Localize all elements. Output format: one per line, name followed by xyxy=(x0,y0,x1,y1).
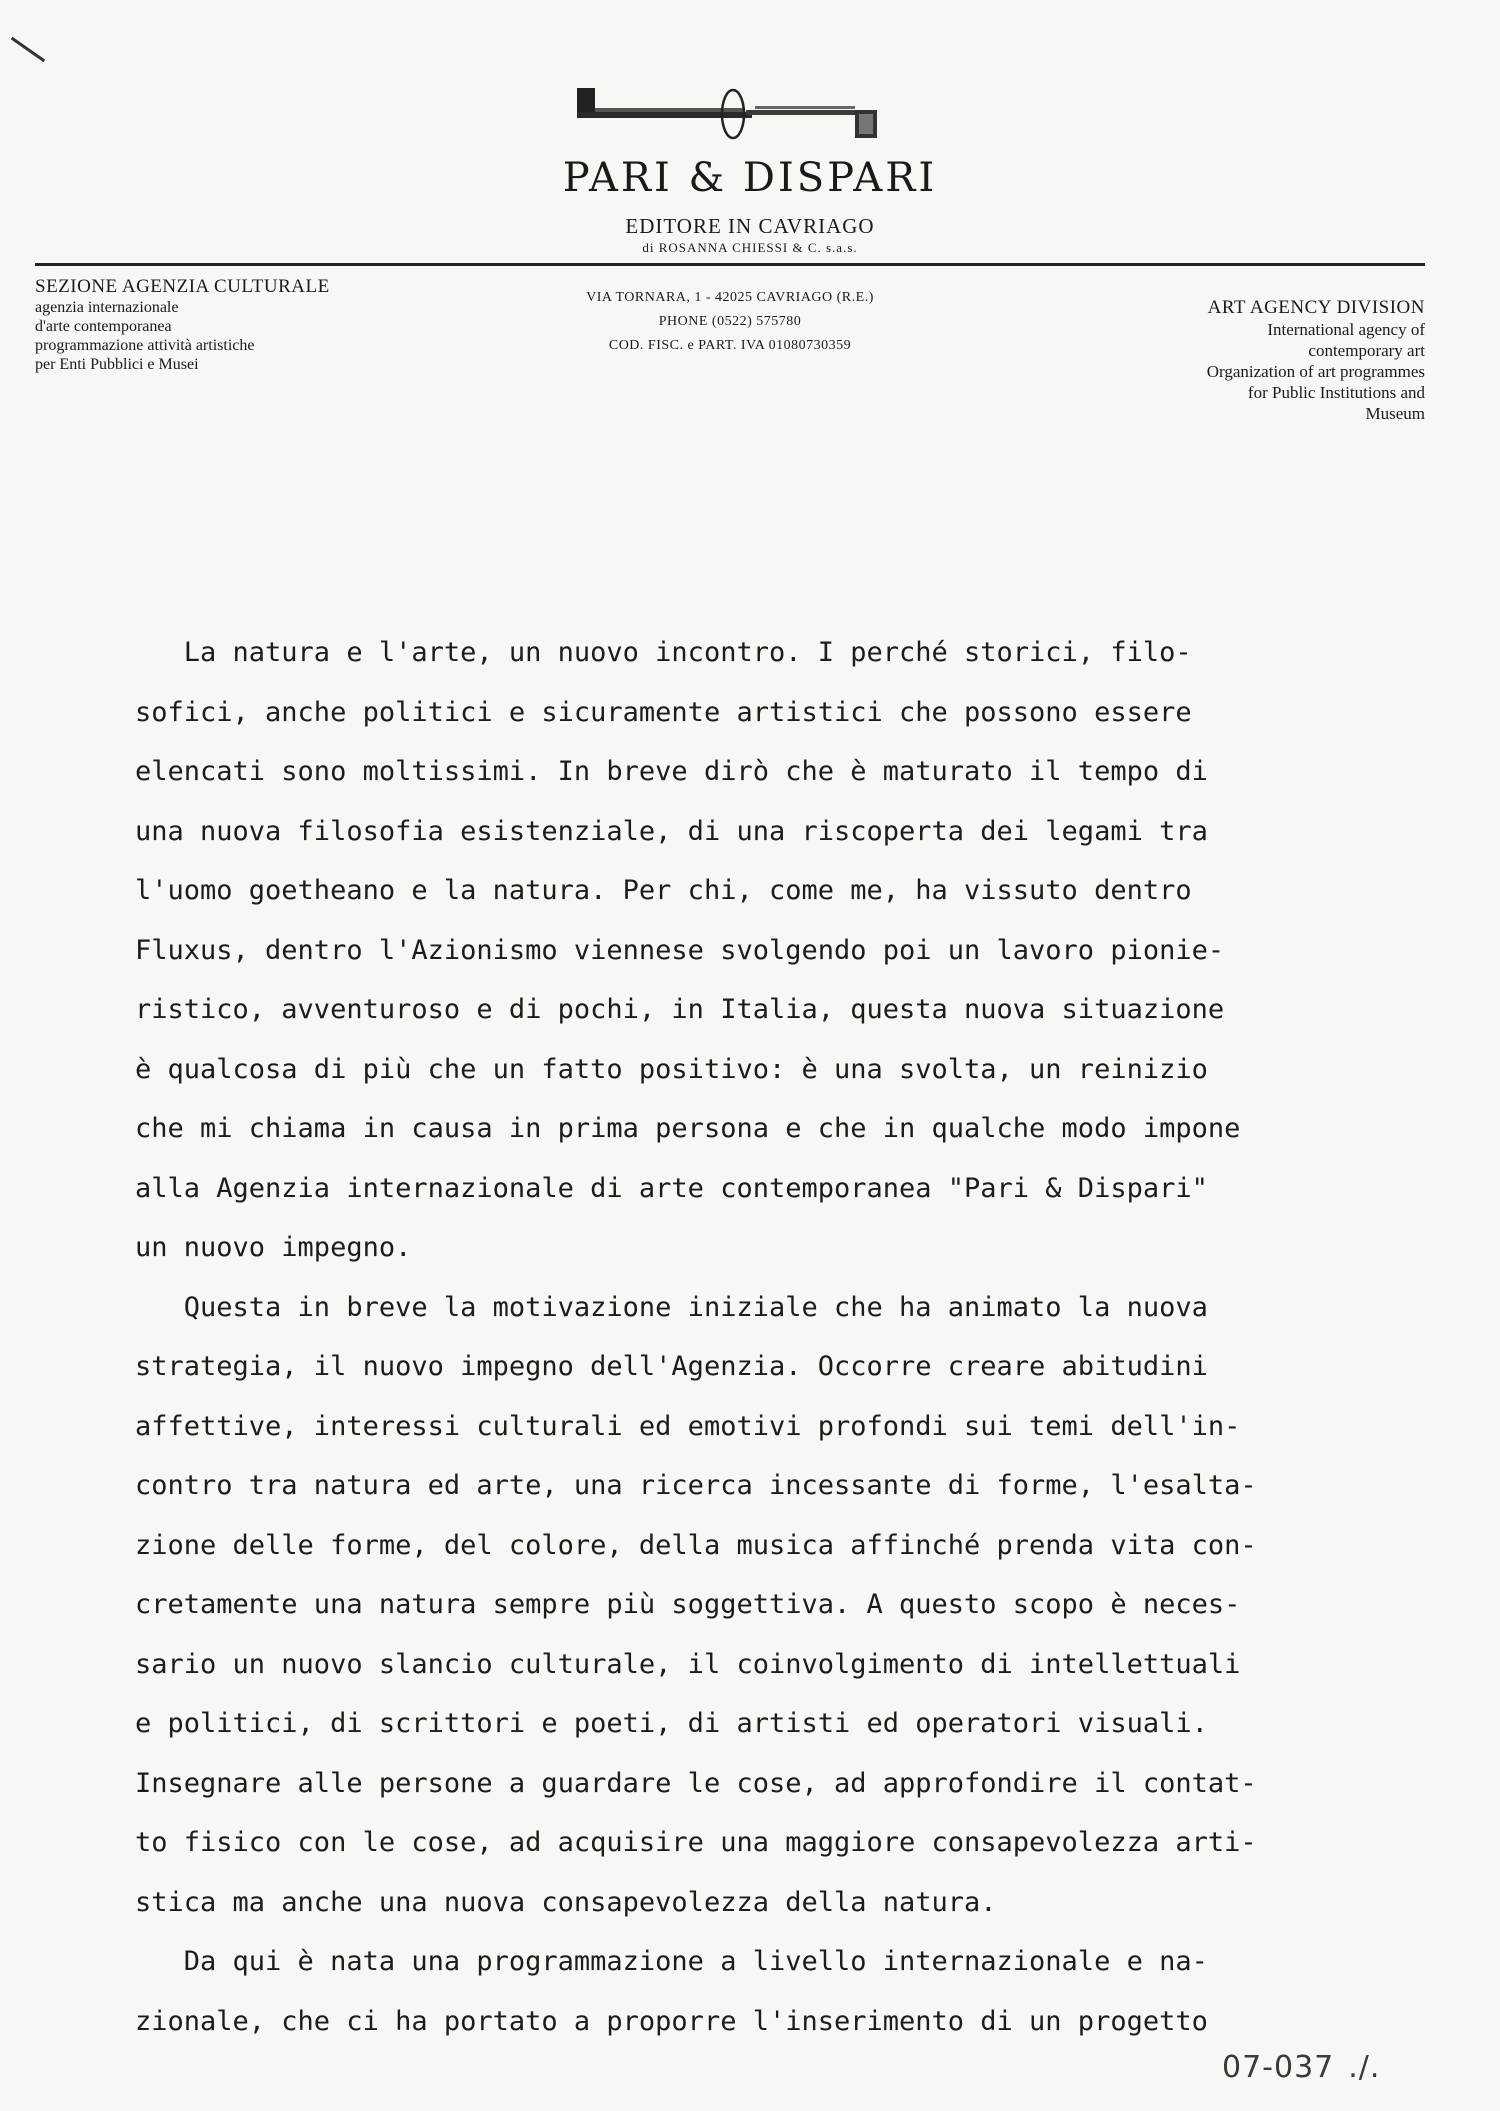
address-phone: PHONE (0522) 575780 xyxy=(658,314,802,329)
body-line: e politici, di scrittori e poeti, di artisti ed operatori visuali. xyxy=(135,1708,1208,1739)
brand-owner: di ROSANNA CHIESSI & C. s.a.s. xyxy=(642,240,858,255)
body-line: cretamente una natura sempre più soggettiva. A questo scopo è neces- xyxy=(135,1589,1241,1620)
body-line: un nuovo impegno. xyxy=(135,1232,412,1263)
body-line: La natura e l'arte, un nuovo incontro. I perché storici, filo- xyxy=(135,637,1192,668)
archive-number: 07-037 xyxy=(1222,2050,1335,2085)
italian-division-line: per Enti Pubblici e Musei xyxy=(35,356,199,373)
body-line: contro tra natura ed arte, una ricerca incessante di forme, l'esalta- xyxy=(135,1470,1257,1501)
body-line: to fisico con le cose, ad acquisire una maggiore consapevolezza arti- xyxy=(135,1827,1257,1858)
body-line: sofici, anche politici e sicuramente artistici che possono essere xyxy=(135,696,1192,728)
archive-annotation xyxy=(1222,2050,1380,2085)
body-line: l'uomo goetheano e la natura. Per chi, come me, ha vissuto dentro xyxy=(135,875,1192,906)
body-line: è qualcosa di più che un fatto positivo: è una svolta, un reinizio xyxy=(135,1053,1208,1085)
italian-division-block xyxy=(35,277,435,374)
body-line: Fluxus, dentro l'Azionismo viennese svolgendo poi un lavoro pionie- xyxy=(135,934,1225,966)
english-division-title: ART AGENCY DIVISION xyxy=(1207,297,1425,318)
body-line: elencati sono moltissimi. In breve dirò che è maturato il tempo di xyxy=(135,756,1208,787)
margin-mark xyxy=(11,37,45,62)
italian-division-line: d'arte contemporanea xyxy=(35,318,172,335)
header-divider xyxy=(35,263,1425,266)
body-line: Insegnare alle persone a guardare le cose, ad approfondire il contat- xyxy=(135,1767,1257,1799)
english-division-line: contemporary art xyxy=(1308,341,1425,360)
body-line: sario un nuovo slancio culturale, il coinvolgimento di intellettuali xyxy=(135,1648,1241,1680)
italian-division-line: programmazione attività artistiche xyxy=(35,337,255,354)
body-line: zionale, che ci ha portato a proporre l'inserimento di un progetto xyxy=(135,2005,1208,2037)
body-line: una nuova filosofia esistenziale, di una riscoperta dei legami tra xyxy=(135,815,1208,847)
body-line: strategia, il nuovo impegno dell'Agenzia. Occorre creare abitudini xyxy=(135,1351,1208,1382)
address-block xyxy=(520,286,940,358)
body-line: zione delle forme, del colore, della musica affinché prenda vita con- xyxy=(135,1529,1257,1561)
body-line: Da qui è nata una programmazione a livello internazionale e na- xyxy=(135,1946,1208,1977)
body-line: ristico, avventuroso e di pochi, in Italia, questa nuova situazione xyxy=(135,994,1225,1025)
address-tax-code: COD. FISC. e PART. IVA 01080730359 xyxy=(608,338,852,353)
body-line: che mi chiama in causa in prima persona e che in qualche modo impone xyxy=(135,1113,1241,1144)
body-line: alla Agenzia internazionale di arte contemporanea "Pari & Dispari" xyxy=(135,1172,1208,1204)
body-line: affettive, interessi culturali ed emotivi profondi sui temi dell'in- xyxy=(135,1410,1241,1442)
brand-subtitle: EDITORE IN CAVRIAGO xyxy=(625,214,875,238)
letter-body xyxy=(135,623,1420,2051)
english-division-line: Museum xyxy=(1365,404,1425,423)
english-division-block xyxy=(1005,297,1425,424)
english-division-line: Organization of art programmes xyxy=(1206,362,1425,381)
english-division-line: International agency of xyxy=(1267,320,1425,339)
brand-name: PARI & DISPARI xyxy=(562,155,938,201)
address-street: VIA TORNARA, 1 - 42025 CAVRIAGO (R.E.) xyxy=(586,290,874,305)
italian-division-line: agenzia internazionale xyxy=(35,299,179,316)
body-line: Questa in breve la motivazione iniziale che ha animato la nuova xyxy=(135,1291,1208,1323)
body-line: stica ma anche una nuova consapevolezza della natura. xyxy=(135,1886,997,1918)
key-logo-icon xyxy=(575,82,890,152)
continuation-mark: ./. xyxy=(1348,2050,1381,2085)
italian-division-title: SEZIONE AGENZIA CULTURALE xyxy=(35,276,330,297)
english-division-line: for Public Institutions and xyxy=(1247,383,1425,402)
